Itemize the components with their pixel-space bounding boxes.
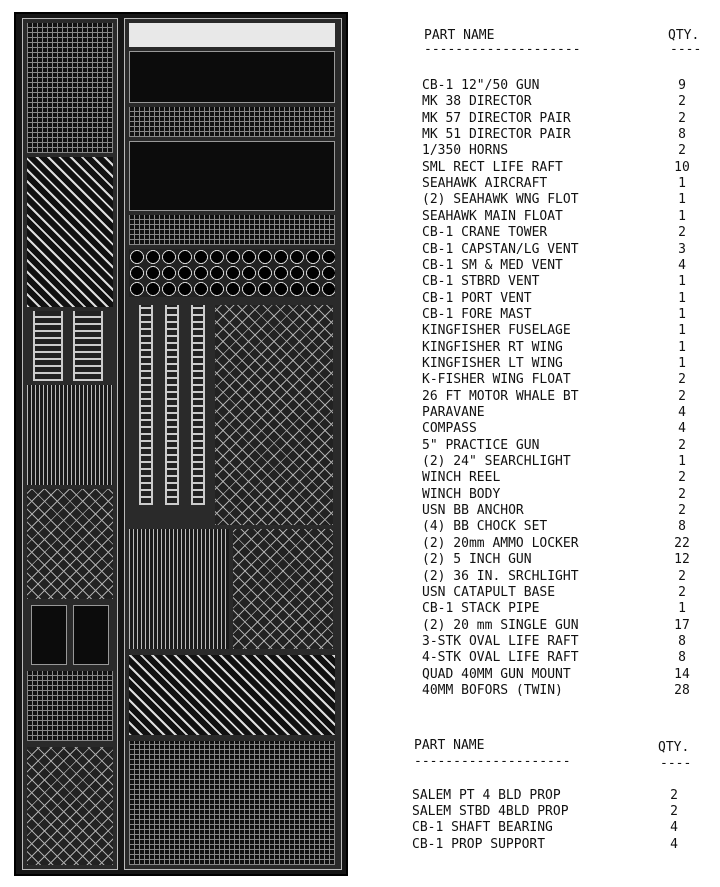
part-qty: 12 [674, 552, 690, 568]
part-name: CB-1 SM & MED VENT [422, 257, 563, 273]
fret-solid-part [73, 605, 109, 665]
fret-truss [27, 489, 113, 599]
fret-ladder [73, 311, 103, 381]
part-qty: 22 [674, 535, 690, 551]
fret-ladder [33, 311, 63, 381]
part-name: CB-1 STBRD VENT [422, 274, 540, 290]
part-name: KINGFISHER LT WING [422, 355, 563, 371]
fret-grating [129, 107, 335, 137]
part-name: KINGFISHER FUSELAGE [422, 323, 571, 339]
part-name: USN BB ANCHOR [422, 503, 524, 519]
fret-aircraft-parts [129, 655, 335, 735]
part-qty: 2 [678, 388, 686, 404]
fret-grating [27, 23, 113, 153]
header-rule: -------------------- [414, 754, 571, 769]
fret-railings [27, 385, 113, 485]
fret-round-parts [129, 249, 335, 297]
part-qty: 8 [678, 127, 686, 143]
part-name: SALEM PT 4 BLD PROP [412, 788, 561, 803]
fret-grating [129, 215, 335, 245]
fret-raft-parts [129, 141, 335, 211]
part-name-header: PART NAME [414, 738, 485, 753]
part-qty: 9 [678, 78, 686, 93]
part-qty: 2 [678, 486, 686, 502]
part-qty: 1 [678, 208, 686, 224]
part-qty: 2 [678, 584, 686, 600]
part-qty: 28 [674, 682, 690, 698]
part-qty: 2 [678, 143, 686, 159]
part-qty: 1 [678, 192, 686, 208]
fret-right-column [124, 18, 342, 870]
part-qty: 2 [678, 225, 686, 241]
part-name: WINCH REEL [422, 470, 501, 486]
part-name: 1/350 HORNS [422, 143, 509, 159]
part-name: SEAHAWK AIRCRAFT [422, 176, 548, 192]
part-qty: 8 [678, 519, 686, 535]
fret-chevron-parts [27, 157, 113, 307]
fret-grating [27, 671, 113, 741]
part-qty: 1 [678, 176, 686, 192]
part-name: CB-1 CRANE TOWER [422, 225, 548, 241]
part-name: 5" PRACTICE GUN [422, 437, 540, 453]
part-qty: 14 [674, 666, 690, 682]
part-name: (2) 24" SEARCHLIGHT [422, 454, 571, 470]
fret-left-column [22, 18, 118, 870]
part-qty: 3 [678, 241, 686, 257]
part-name: 40MM BOFORS (TWIN) [422, 682, 563, 698]
part-name: 4-STK OVAL LIFE RAFT [422, 650, 579, 666]
part-name: (4) BB CHOCK SET [422, 519, 548, 535]
part-name: MK 57 DIRECTOR PAIR [422, 110, 571, 126]
fret-solid-part [31, 605, 67, 665]
part-name: 26 FT MOTOR WHALE BT [422, 388, 579, 404]
qty-header: QTY. [668, 28, 700, 43]
part-name: (2) 36 IN. SRCHLIGHT [422, 568, 579, 584]
part-qty: 4 [678, 405, 686, 420]
part-qty: 1 [678, 355, 686, 371]
part-name: CB-1 PROP SUPPORT [412, 836, 546, 852]
fret-top-parts [129, 23, 335, 47]
part-name: (2) 20 mm SINGLE GUN [422, 617, 579, 633]
part-name: USN CATAPULT BASE [422, 584, 556, 600]
photo-etch-fret [14, 12, 348, 876]
part-qty: 8 [678, 633, 686, 649]
part-name: QUAD 40MM GUN MOUNT [422, 666, 571, 682]
part-name: MK 51 DIRECTOR PAIR [422, 127, 571, 143]
part-name-header: PART NAME [424, 28, 495, 43]
qty-header: QTY. [658, 740, 690, 755]
part-qty: 1 [678, 274, 686, 290]
part-qty: 8 [678, 650, 686, 666]
part-qty: 2 [678, 568, 686, 584]
part-name: CB-1 SHAFT BEARING [412, 820, 553, 836]
part-name: COMPASS [422, 421, 477, 437]
part-name: (2) SEAHAWK WNG FLOT [422, 192, 579, 208]
part-name: K-FISHER WING FLOAT [422, 372, 571, 388]
qty-header-rule: ---- [670, 42, 702, 57]
part-qty: 17 [674, 617, 690, 633]
part-qty: 1 [678, 323, 686, 339]
part-qty: 2 [670, 804, 678, 820]
part-qty: 2 [678, 470, 686, 486]
part-qty: 2 [670, 788, 678, 803]
part-qty: 1 [678, 454, 686, 470]
part-name: CB-1 STACK PIPE [422, 601, 540, 617]
fret-railings [129, 529, 229, 649]
part-name: CB-1 PORT VENT [422, 290, 532, 306]
part-qty: 4 [678, 257, 686, 273]
part-name: WINCH BODY [422, 486, 501, 502]
part-qty: 1 [678, 290, 686, 306]
part-qty: 10 [674, 159, 690, 175]
part-qty: 2 [678, 503, 686, 519]
part-name: SML RECT LIFE RAFT [422, 159, 563, 175]
part-qty: 1 [678, 601, 686, 617]
header-rule: -------------------- [424, 42, 581, 57]
fret-ladder [139, 305, 153, 505]
part-qty: 4 [670, 820, 678, 836]
fret-ladder [191, 305, 205, 505]
part-qty: 2 [678, 372, 686, 388]
part-name: PARAVANE [422, 405, 485, 420]
part-name: SEAHAWK MAIN FLOAT [422, 208, 563, 224]
fret-truss [27, 747, 113, 865]
part-name: KINGFISHER RT WING [422, 339, 563, 355]
fret-ladder [165, 305, 179, 505]
part-name: CB-1 FORE MAST [422, 306, 532, 322]
part-qty: 2 [678, 110, 686, 126]
part-name: CB-1 CAPSTAN/LG VENT [422, 241, 579, 257]
part-qty: 4 [678, 421, 686, 437]
part-name: 3-STK OVAL LIFE RAFT [422, 633, 579, 649]
part-qty: 2 [678, 437, 686, 453]
part-name: CB-1 12"/50 GUN [422, 78, 540, 93]
part-name: (2) 5 INCH GUN [422, 552, 532, 568]
part-name: MK 38 DIRECTOR [422, 94, 532, 110]
part-qty: 1 [678, 339, 686, 355]
fret-crane-tower [215, 305, 333, 525]
part-name: (2) 20mm AMMO LOCKER [422, 535, 579, 551]
part-qty: 2 [678, 94, 686, 110]
fret-gun-parts [129, 51, 335, 103]
part-qty: 4 [670, 836, 678, 852]
part-name: SALEM STBD 4BLD PROP [412, 804, 569, 820]
qty-header-rule: ---- [660, 756, 692, 771]
part-qty: 1 [678, 306, 686, 322]
fret-grating [129, 741, 335, 865]
fret-truss [233, 529, 333, 649]
